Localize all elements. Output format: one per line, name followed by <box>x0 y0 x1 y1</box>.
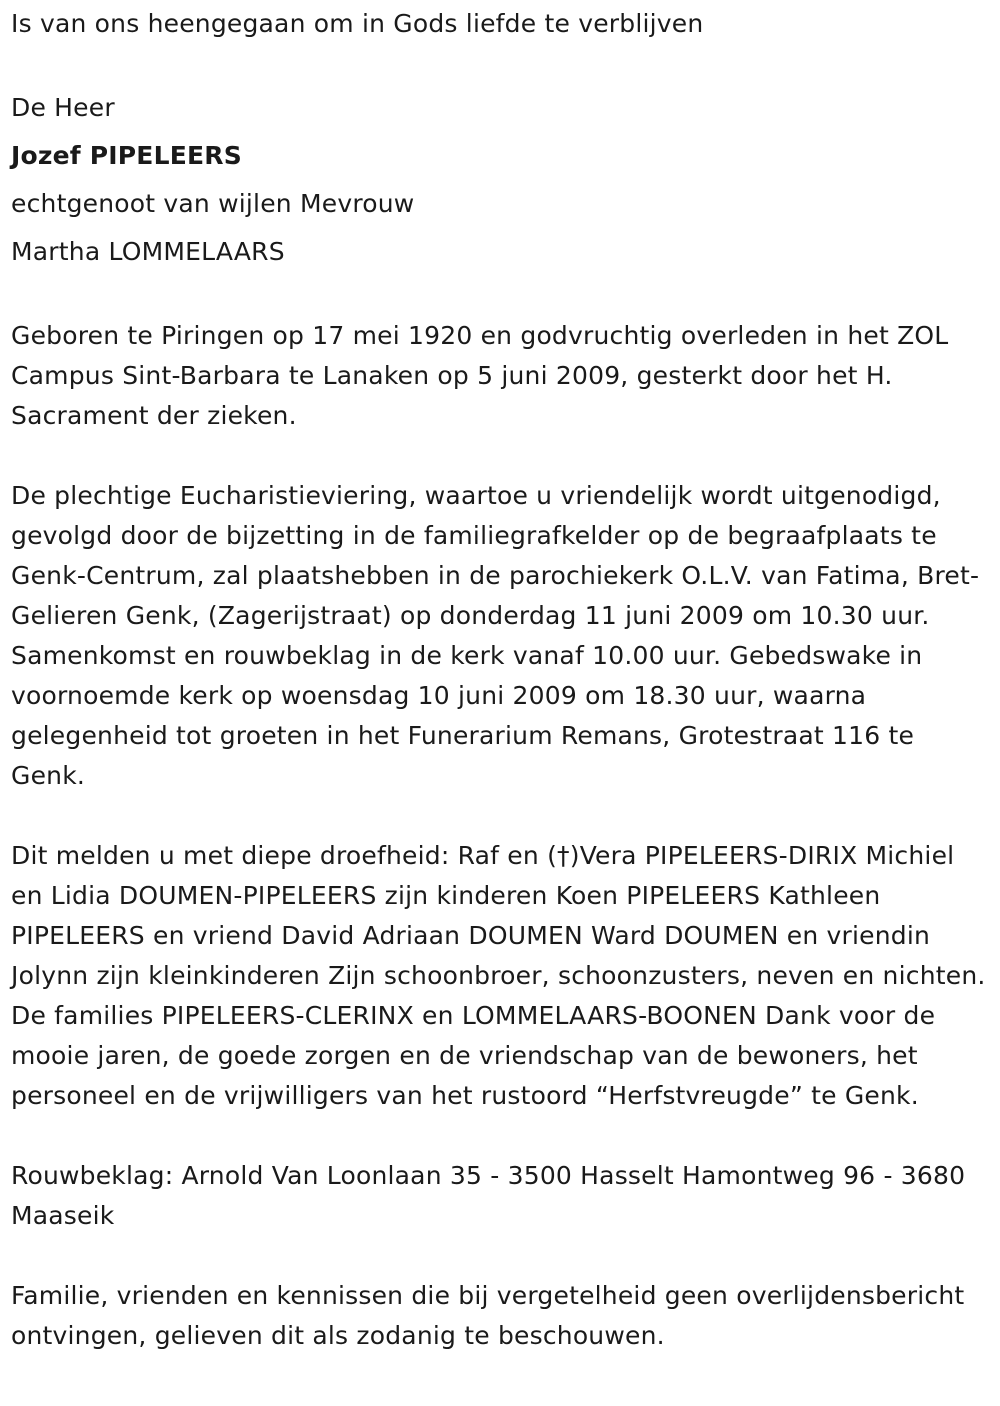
family-paragraph: Dit melden u met diepe droefheid: Raf en (†)Vera PIPELEERS-DIRIX Michiel en Lidia DOUMEN-PIPELEERS zijn kinderen Koen PIPELEERS Kathleen PIPELEERS en vriend David Adriaan DOUMEN Ward DOUMEN en vriendin Jolynn zijn kleinkinderen Zijn schoonbroer, schoonzusters, neven en nichten. De families PIPELEERS-CLERINX en LOMMELAARS-BOONEN Dank voor de mooie jaren, de goede zorgen en de vriendschap van de bewoners, het personeel en de vrijwilligers van het rustoord “Herfstvreugde” te Genk. <box>11 841 986 1110</box>
deceased-name: Jozef PIPELEERS <box>11 141 242 170</box>
ceremony-paragraph: De plechtige Eucharistieviering, waartoe u vriendelijk wordt uitgenodigd, gevolgd door de bijzetting in de familiegrafkelder op de begraafplaats te Genk-Centrum, zal plaatshebben in de parochiekerk O.L.V. van Fatima, Bret-Gelieren Genk, (Zagerijstraat) op donderdag 11 juni 2009 om 10.30 uur. Samenkomst en rouwbeklag in de kerk vanaf 10.00 uur. Gebedswake in voornoemde kerk op woensdag 10 juni 2009 om 18.30 uur, waarna gelegenheid tot groeten in het Funerarium Remans, Grotestraat 116 te Genk. <box>11 481 980 790</box>
opening-line: Is van ons heengegaan om in Gods liefde te verblijven <box>11 9 704 38</box>
spouse-name: Martha LOMMELAARS <box>11 237 285 266</box>
spouse-line: echtgenoot van wijlen Mevrouw <box>11 189 415 218</box>
honorific: De Heer <box>11 93 115 122</box>
obituary-text <box>11 0 991 1356</box>
birth-death-paragraph: Geboren te Piringen op 17 mei 1920 en godvruchtig overleden in het ZOL Campus Sint-Barbara te Lanaken op 5 juni 2009, gesterkt door het H. Sacrament der zieken. <box>11 321 949 430</box>
deceased-intro <box>11 84 991 276</box>
condolences-paragraph: Rouwbeklag: Arnold Van Loonlaan 35 - 3500 Hasselt Hamontweg 96 - 3680 Maaseik <box>11 1161 966 1230</box>
closing-paragraph: Familie, vrienden en kennissen die bij vergetelheid geen overlijdensbericht ontvingen, gelieven dit als zodanig te beschouwen. <box>11 1281 965 1350</box>
